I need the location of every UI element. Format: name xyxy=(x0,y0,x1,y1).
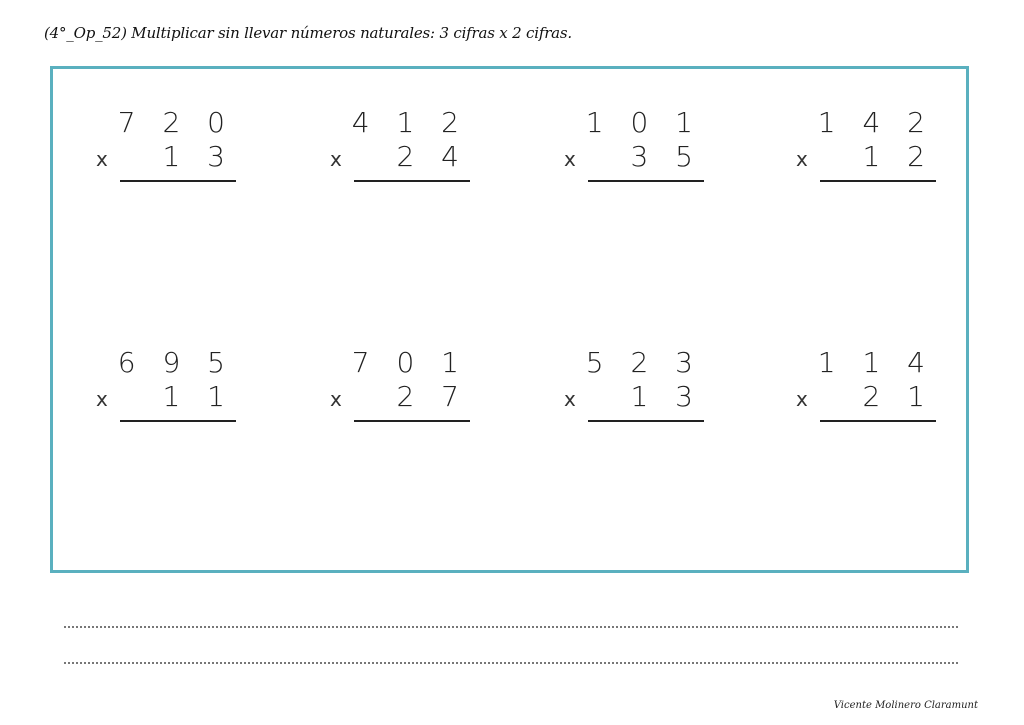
times-symbol: x xyxy=(796,387,808,411)
answer-line xyxy=(354,420,470,422)
problem-5 xyxy=(96,348,236,428)
problem-2 xyxy=(330,108,470,188)
times-symbol: x xyxy=(330,387,342,411)
times-symbol: x xyxy=(96,147,108,171)
multiplier: 1 3 xyxy=(630,380,702,413)
writing-line-1 xyxy=(64,626,958,628)
times-symbol: x xyxy=(330,147,342,171)
multiplier: 1 1 xyxy=(162,380,234,413)
multiplier: 1 3 xyxy=(162,140,234,173)
multiplier: 2 7 xyxy=(396,380,468,413)
problem-6 xyxy=(330,348,470,428)
worksheet-title: (4°_Op_52) Multiplicar sin llevar números naturales: 3 cifras x 2 cifras. xyxy=(44,24,572,42)
problem-3 xyxy=(564,108,704,188)
multiplier: 1 2 xyxy=(862,140,934,173)
multiplicand: 4 1 2 xyxy=(351,106,468,139)
problem-8 xyxy=(796,348,936,428)
times-symbol: x xyxy=(796,147,808,171)
multiplicand: 1 0 1 xyxy=(585,106,702,139)
answer-line xyxy=(820,420,936,422)
answer-line xyxy=(588,180,704,182)
answer-line xyxy=(120,420,236,422)
writing-line-2 xyxy=(64,662,958,664)
multiplicand: 1 1 4 xyxy=(817,346,934,379)
multiplicand: 1 4 2 xyxy=(817,106,934,139)
multiplier: 2 1 xyxy=(862,380,934,413)
answer-line xyxy=(354,180,470,182)
answer-line xyxy=(820,180,936,182)
problem-7 xyxy=(564,348,704,428)
multiplicand: 6 9 5 xyxy=(117,346,234,379)
multiplier: 2 4 xyxy=(396,140,468,173)
answer-line xyxy=(120,180,236,182)
multiplicand: 7 2 0 xyxy=(117,106,234,139)
times-symbol: x xyxy=(564,147,576,171)
problem-4 xyxy=(796,108,936,188)
answer-line xyxy=(588,420,704,422)
times-symbol: x xyxy=(96,387,108,411)
multiplier: 3 5 xyxy=(630,140,702,173)
times-symbol: x xyxy=(564,387,576,411)
multiplicand: 7 0 1 xyxy=(351,346,468,379)
author-credit: Vicente Molinero Claramunt xyxy=(833,700,978,711)
multiplicand: 5 2 3 xyxy=(585,346,702,379)
problem-1 xyxy=(96,108,236,188)
